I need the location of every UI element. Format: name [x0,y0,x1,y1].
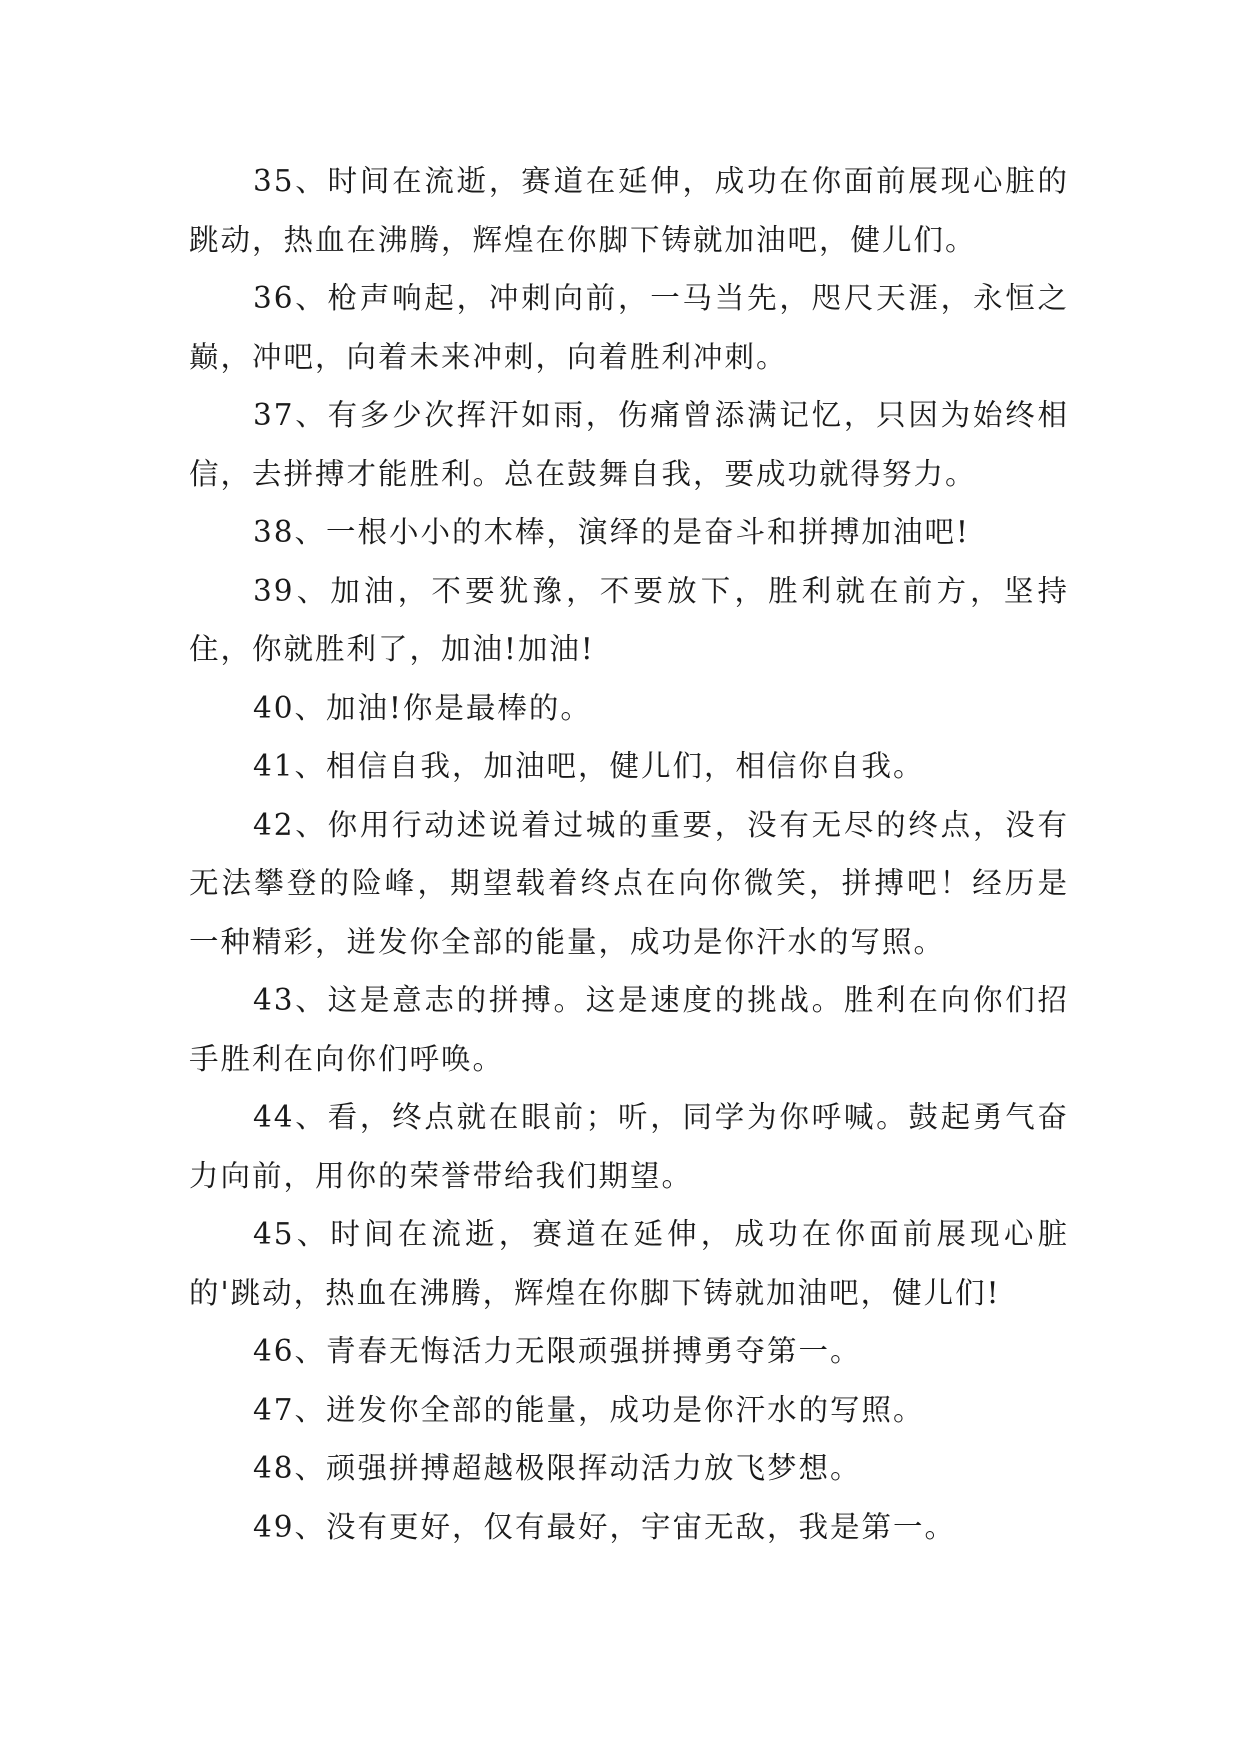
paragraph-42: 42、你用行动述说着过城的重要，没有无尽的终点，没有无法攀登的险峰，期望载着终点在向你微笑，拼搏吧！经历是一种精彩，迸发你全部的能量，成功是你汗水的写照。 [189,807,1069,959]
paragraph-44: 44、看，终点就在眼前；听，同学为你呼喊。鼓起勇气奋力向前，用你的荣誉带给我们期望。 [189,1100,1069,1193]
paragraph-40: 40、加油!你是最棒的。 [253,690,592,725]
paragraph-49: 49、没有更好，仅有最好，宇宙无敌，我是第一。 [253,1509,957,1544]
paragraph-36: 36、枪声响起，冲刺向前，一马当先，咫尺天涯，永恒之巅，冲吧，向着未来冲刺，向着胜利冲刺。 [189,281,1069,374]
paragraph-41: 41、相信自我，加油吧，健儿们，相信你自我。 [253,749,925,783]
body-text [189,152,1069,1556]
paragraph-38: 38、一根小小的木棒，演绎的是奋斗和拼搏加油吧! [253,515,970,549]
paragraph-39: 39、加油，不要犹豫，不要放下，胜利就在前方，坚持住，你就胜利了，加油!加油! [189,573,1069,666]
paragraph-37: 37、有多少次挥汗如雨，伤痛曾添满记忆，只因为始终相信，去拼搏才能胜利。总在鼓舞自我，要成功就得努力。 [189,398,1069,491]
paragraph-47: 47、迸发你全部的能量，成功是你汗水的写照。 [253,1392,925,1427]
paragraph-46: 46、青春无悔活力无限顽强拼搏勇夺第一。 [253,1334,862,1368]
paragraph-35: 35、时间在流逝，赛道在延伸，成功在你面前展现心脏的跳动，热血在沸腾，辉煌在你脚下铸就加油吧，健儿们。 [189,164,1069,257]
paragraph-43: 43、这是意志的拼搏。这是速度的挑战。胜利在向你们招手胜利在向你们呼唤。 [189,983,1069,1076]
paragraph-48: 48、顽强拼搏超越极限挥动活力放飞梦想。 [253,1451,862,1485]
paragraph-45: 45、时间在流逝，赛道在延伸，成功在你面前展现心脏的'跳动，热血在沸腾，辉煌在你脚下铸就加油吧，健儿们! [189,1217,1069,1310]
